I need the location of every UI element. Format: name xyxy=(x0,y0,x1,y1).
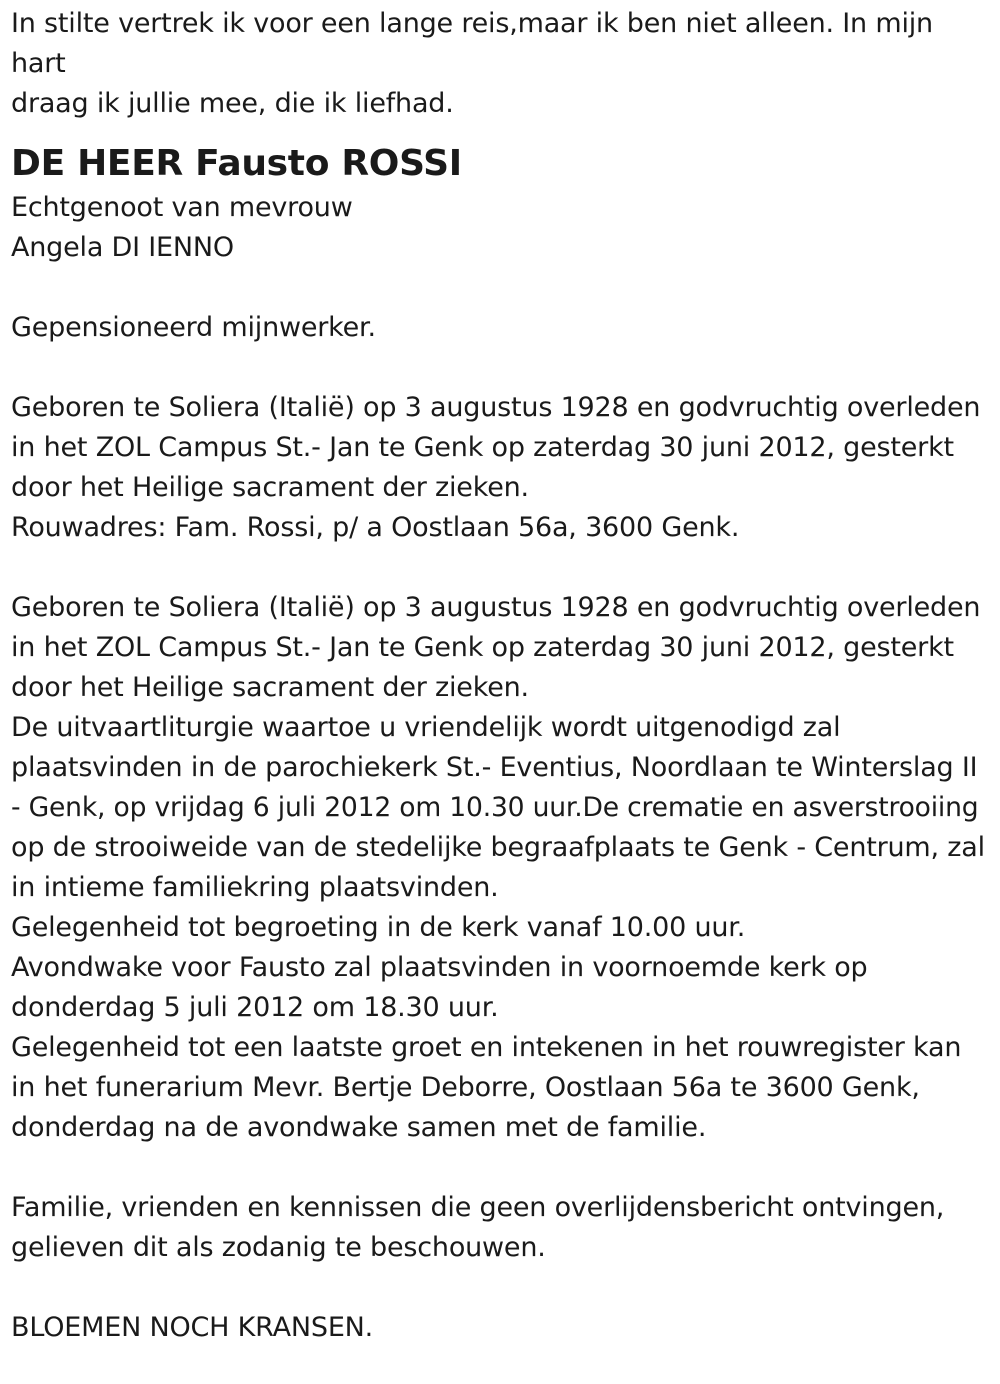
notice-block xyxy=(11,1188,986,1268)
paragraph-gap xyxy=(11,348,986,388)
closing-text: BLOEMEN NOCH KRANSEN. xyxy=(11,1312,374,1343)
paragraph-gap xyxy=(11,268,986,308)
paragraph-line: donderdag 5 juli 2012 om 18.30 uur. xyxy=(11,992,499,1023)
paragraph-line: Geboren te Soliera (Italië) op 3 augustus 1928 en godvruchtig overleden xyxy=(11,592,981,623)
deceased-name-title: DE HEER Fausto ROSSI xyxy=(11,143,462,184)
paragraph-gap xyxy=(11,1148,986,1188)
paragraph-line: in intieme familiekring plaatsvinden. xyxy=(11,872,499,903)
paragraph-line: - Genk, op vrijdag 6 juli 2012 om 10.30 uur.De crematie en asverstrooiing xyxy=(11,792,979,823)
paragraph-line: in het ZOL Campus St.- Jan te Genk op zaterdag 30 juni 2012, gesterkt xyxy=(11,632,954,663)
motto-block xyxy=(11,4,986,124)
paragraph-line: Geboren te Soliera (Italië) op 3 augustus 1928 en godvruchtig overleden xyxy=(11,392,981,423)
spouse-block xyxy=(11,188,986,268)
paragraph-line: in het funerarium Mevr. Bertje Deborre, Oostlaan 56a te 3600 Genk, xyxy=(11,1072,920,1103)
paragraph-line: De uitvaartliturgie waartoe u vriendelijk wordt uitgenodigd zal xyxy=(11,712,841,743)
paragraph-gap xyxy=(11,1268,986,1308)
paragraph-gap xyxy=(11,548,986,588)
paragraph-line: plaatsvinden in de parochiekerk St.- Eventius, Noordlaan te Winterslag II xyxy=(11,752,978,783)
spouse-line: Echtgenoot van mevrouw xyxy=(11,192,353,223)
motto-line: In stilte vertrek ik voor een lange reis,maar ik ben niet alleen. In mijn xyxy=(11,8,933,39)
paragraph-line: door het Heilige sacrament der zieken. xyxy=(11,672,529,703)
paragraph-line: door het Heilige sacrament der zieken. xyxy=(11,472,529,503)
motto-line: draag ik jullie mee, die ik liefhad. xyxy=(11,88,454,119)
paragraph-line: gelieven dit als zodanig te beschouwen. xyxy=(11,1232,546,1263)
obituary-document xyxy=(11,4,986,1348)
spouse-line: Angela DI IENNO xyxy=(11,232,234,263)
paragraph-line: Familie, vrienden en kennissen die geen overlijdensbericht ontvingen, xyxy=(11,1192,945,1223)
birth-notice-1 xyxy=(11,388,986,548)
motto-line: hart xyxy=(11,48,66,79)
paragraph-line: Gelegenheid tot begroeting in de kerk vanaf 10.00 uur. xyxy=(11,912,746,943)
paragraph-line: in het ZOL Campus St.- Jan te Genk op zaterdag 30 juni 2012, gesterkt xyxy=(11,432,954,463)
mourning-address: Rouwadres: Fam. Rossi, p/ a Oostlaan 56a, 3600 Genk. xyxy=(11,512,740,543)
paragraph-line: Avondwake voor Fausto zal plaatsvinden in voornoemde kerk op xyxy=(11,952,868,983)
paragraph-line: Gelegenheid tot een laatste groet en intekenen in het rouwregister kan xyxy=(11,1032,962,1063)
birth-notice-2 xyxy=(11,588,986,1148)
paragraph-line: donderdag na de avondwake samen met de familie. xyxy=(11,1112,707,1143)
paragraph-line: op de strooiweide van de stedelijke begraafplaats te Genk - Centrum, zal xyxy=(11,832,985,863)
occupation-text: Gepensioneerd mijnwerker. xyxy=(11,312,376,343)
